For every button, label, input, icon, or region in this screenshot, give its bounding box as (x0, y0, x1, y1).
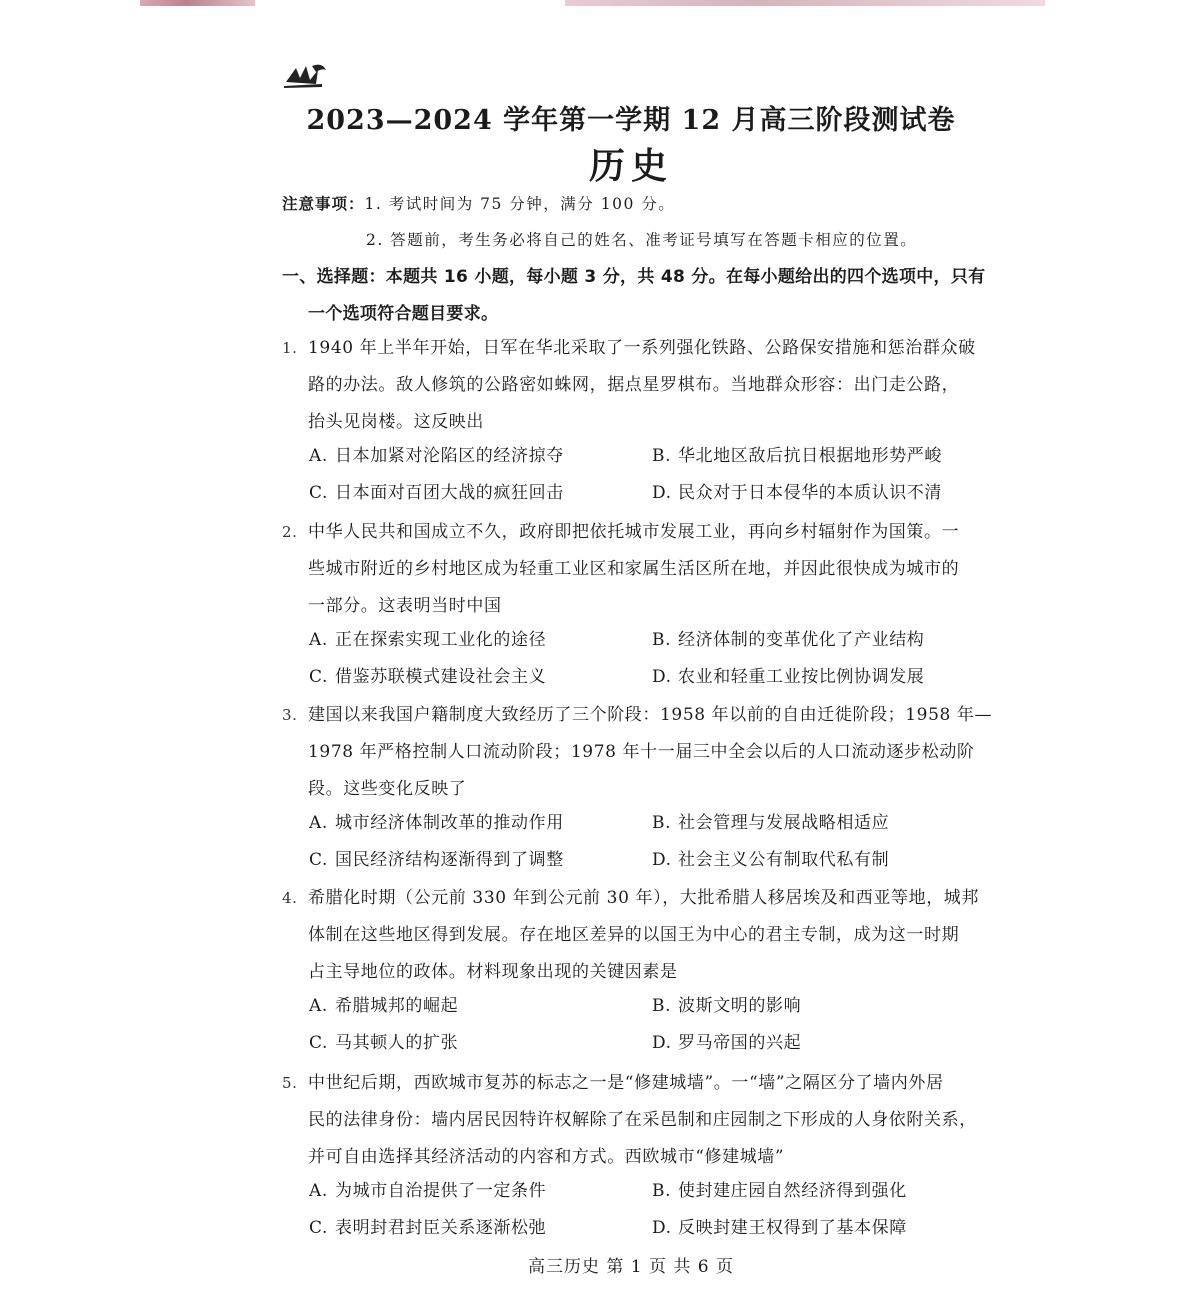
subject-title: 历史 (588, 145, 673, 187)
option-text: 借鉴苏联模式建设社会主义 (335, 667, 547, 687)
notes-label: 注意事项： (282, 195, 365, 213)
stem-line: 段。这些变化反映了 (308, 779, 467, 799)
options (282, 1176, 1002, 1250)
stem-line: 1978 年严格控制人口流动阶段；1978 年十一届三中全会以后的人口流动逐步松动阶 (308, 742, 975, 762)
option-text: 正在探索实现工业化的途径 (335, 630, 547, 650)
option-text: 民众对于日本侵华的本质认识不清 (678, 483, 942, 503)
option-key: D. (652, 667, 672, 687)
option-key: B. (652, 1181, 672, 1201)
stem-line: 中世纪后期，西欧城市复苏的标志之一是“修建城墙”。一“墙”之隔区分了墙内外居 (308, 1073, 944, 1093)
option-key: A. (309, 446, 328, 466)
stem-line: 一部分。这表明当时中国 (308, 596, 502, 616)
option-a[interactable] (309, 625, 546, 650)
option-key: C. (309, 483, 329, 503)
option-key: B. (652, 446, 672, 466)
option-text: 日本加紧对沦陷区的经济掠夺 (335, 446, 564, 466)
top-edge-strip-left (140, 0, 255, 6)
options (282, 808, 1002, 882)
option-b[interactable] (652, 1176, 907, 1201)
option-key: C. (309, 1033, 329, 1053)
option-text: 表明封君封臣关系逐渐松弛 (335, 1218, 547, 1238)
option-a[interactable] (309, 991, 458, 1016)
option-key: D. (652, 1033, 672, 1053)
option-b[interactable] (652, 991, 801, 1016)
option-text: 波斯文明的影响 (678, 996, 802, 1016)
option-text: 马其顿人的扩张 (335, 1033, 459, 1053)
option-text: 希腊城邦的崛起 (335, 996, 459, 1016)
stem-line: 1940 年上半年开始，日军在华北采取了一系列强化铁路、公路保安措施和惩治群众破 (308, 338, 976, 358)
option-c[interactable] (309, 1213, 546, 1238)
option-b[interactable] (652, 441, 942, 466)
option-key: D. (652, 1218, 672, 1238)
question-stem (282, 697, 1002, 808)
option-b[interactable] (652, 808, 889, 833)
stem-line: 些城市附近的乡村地区成为轻重工业区和家属生活区所在地，并因此很快成为城市的 (308, 559, 960, 579)
option-d[interactable] (652, 1213, 907, 1238)
stem-line: 希腊化时期（公元前 330 年到公元前 30 年），大批希腊人移居埃及和西亚等地，城邦 (308, 888, 979, 908)
option-key: D. (652, 483, 672, 503)
stem-line: 体制在这些地区得到发展。存在地区差异的以国王为中心的君主专制，成为这一时期 (308, 925, 960, 945)
stem-line: 民的法律身份：墙内居民因特许权解除了在采邑制和庄园制之下形成的人身依附关系， (308, 1110, 977, 1130)
options (282, 441, 1002, 515)
question-stem (282, 880, 1002, 991)
option-a[interactable] (309, 808, 564, 833)
question-number: 2. (282, 523, 298, 541)
notes-item-2: 2. 答题前，考生务必将自己的姓名、准考证号填写在答题卡相应的位置。 (366, 231, 918, 249)
option-c[interactable] (309, 845, 564, 870)
question-number: 5. (282, 1074, 298, 1092)
notes-line-1 (282, 192, 675, 214)
option-text: 国民经济结构逐渐得到了调整 (335, 850, 564, 870)
option-text: 经济体制的变革优化了产业结构 (678, 630, 925, 650)
option-key: A. (309, 630, 328, 650)
option-text: 反映封建王权得到了基本保障 (678, 1218, 907, 1238)
option-key: A. (309, 1181, 328, 1201)
option-key: C. (309, 1218, 329, 1238)
option-text: 社会主义公有制取代私有制 (678, 850, 890, 870)
question-stem (282, 330, 1002, 441)
question-1 (282, 330, 1002, 515)
option-d[interactable] (652, 1028, 801, 1053)
stem-line: 路的办法。敌人修筑的公路密如蛛网，据点星罗棋布。当地群众形容：出门走公路， (308, 375, 960, 395)
options (282, 625, 1002, 699)
stem-line: 占主导地位的政体。材料现象出现的关键因素是 (308, 962, 678, 982)
option-c[interactable] (309, 662, 546, 687)
section-heading-line-1: 一、选择题：本题共 16 小题，每小题 3 分，共 48 分。在每小题给出的四个选项中，只有 (282, 267, 986, 287)
question-number: 1. (282, 339, 298, 357)
option-a[interactable] (309, 1176, 546, 1201)
option-c[interactable] (309, 1028, 458, 1053)
stem-line: 中华人民共和国成立不久，政府即把依托城市发展工业，再向乡村辐射作为国策。一 (308, 522, 960, 542)
option-text: 华北地区敌后抗日根据地形势严峻 (678, 446, 942, 466)
question-4 (282, 880, 1002, 1065)
option-key: A. (309, 996, 328, 1016)
question-stem (282, 514, 1002, 625)
option-text: 农业和轻重工业按比例协调发展 (678, 667, 925, 687)
stem-line: 抬头见岗楼。这反映出 (308, 412, 484, 432)
option-d[interactable] (652, 845, 889, 870)
option-key: D. (652, 850, 672, 870)
option-key: C. (309, 667, 329, 687)
page-footer: 高三历史 第 1 页 共 6 页 (527, 1257, 735, 1277)
question-3 (282, 697, 1002, 882)
option-key: C. (309, 850, 329, 870)
option-key: B. (652, 996, 672, 1016)
question-number: 3. (282, 706, 298, 724)
option-text: 城市经济体制改革的推动作用 (335, 813, 564, 833)
section-heading-line-2: 一个选项符合题目要求。 (308, 304, 499, 324)
option-text: 罗马帝国的兴起 (678, 1033, 802, 1053)
option-a[interactable] (309, 441, 564, 466)
options (282, 991, 1002, 1065)
question-2 (282, 514, 1002, 699)
stem-line: 建国以来我国户籍制度大致经历了三个阶段：1958 年以前的自由迁徙阶段；1958 年— (308, 705, 993, 725)
option-text: 社会管理与发展战略相适应 (678, 813, 890, 833)
question-number: 4. (282, 889, 298, 907)
exam-title: 2023—2024 学年第一学期 12 月高三阶段测试卷 (306, 105, 956, 136)
question-5 (282, 1065, 1002, 1250)
option-d[interactable] (652, 662, 924, 687)
option-d[interactable] (652, 478, 942, 503)
option-text: 为城市自治提供了一定条件 (335, 1181, 547, 1201)
publisher-logo-icon (282, 60, 334, 92)
stem-line: 并可自由选择其经济活动的内容和方式。西欧城市“修建城墙” (308, 1147, 785, 1167)
option-text: 使封建庄园自然经济得到强化 (678, 1181, 907, 1201)
option-text: 日本面对百团大战的疯狂回击 (335, 483, 564, 503)
notes-item-1: 1. 考试时间为 75 分钟，满分 100 分。 (364, 195, 676, 213)
option-key: B. (652, 813, 672, 833)
option-key: B. (652, 630, 672, 650)
option-c[interactable] (309, 478, 564, 503)
top-edge-strip-right (565, 0, 1045, 6)
question-stem (282, 1065, 1002, 1176)
option-b[interactable] (652, 625, 924, 650)
option-key: A. (309, 813, 328, 833)
